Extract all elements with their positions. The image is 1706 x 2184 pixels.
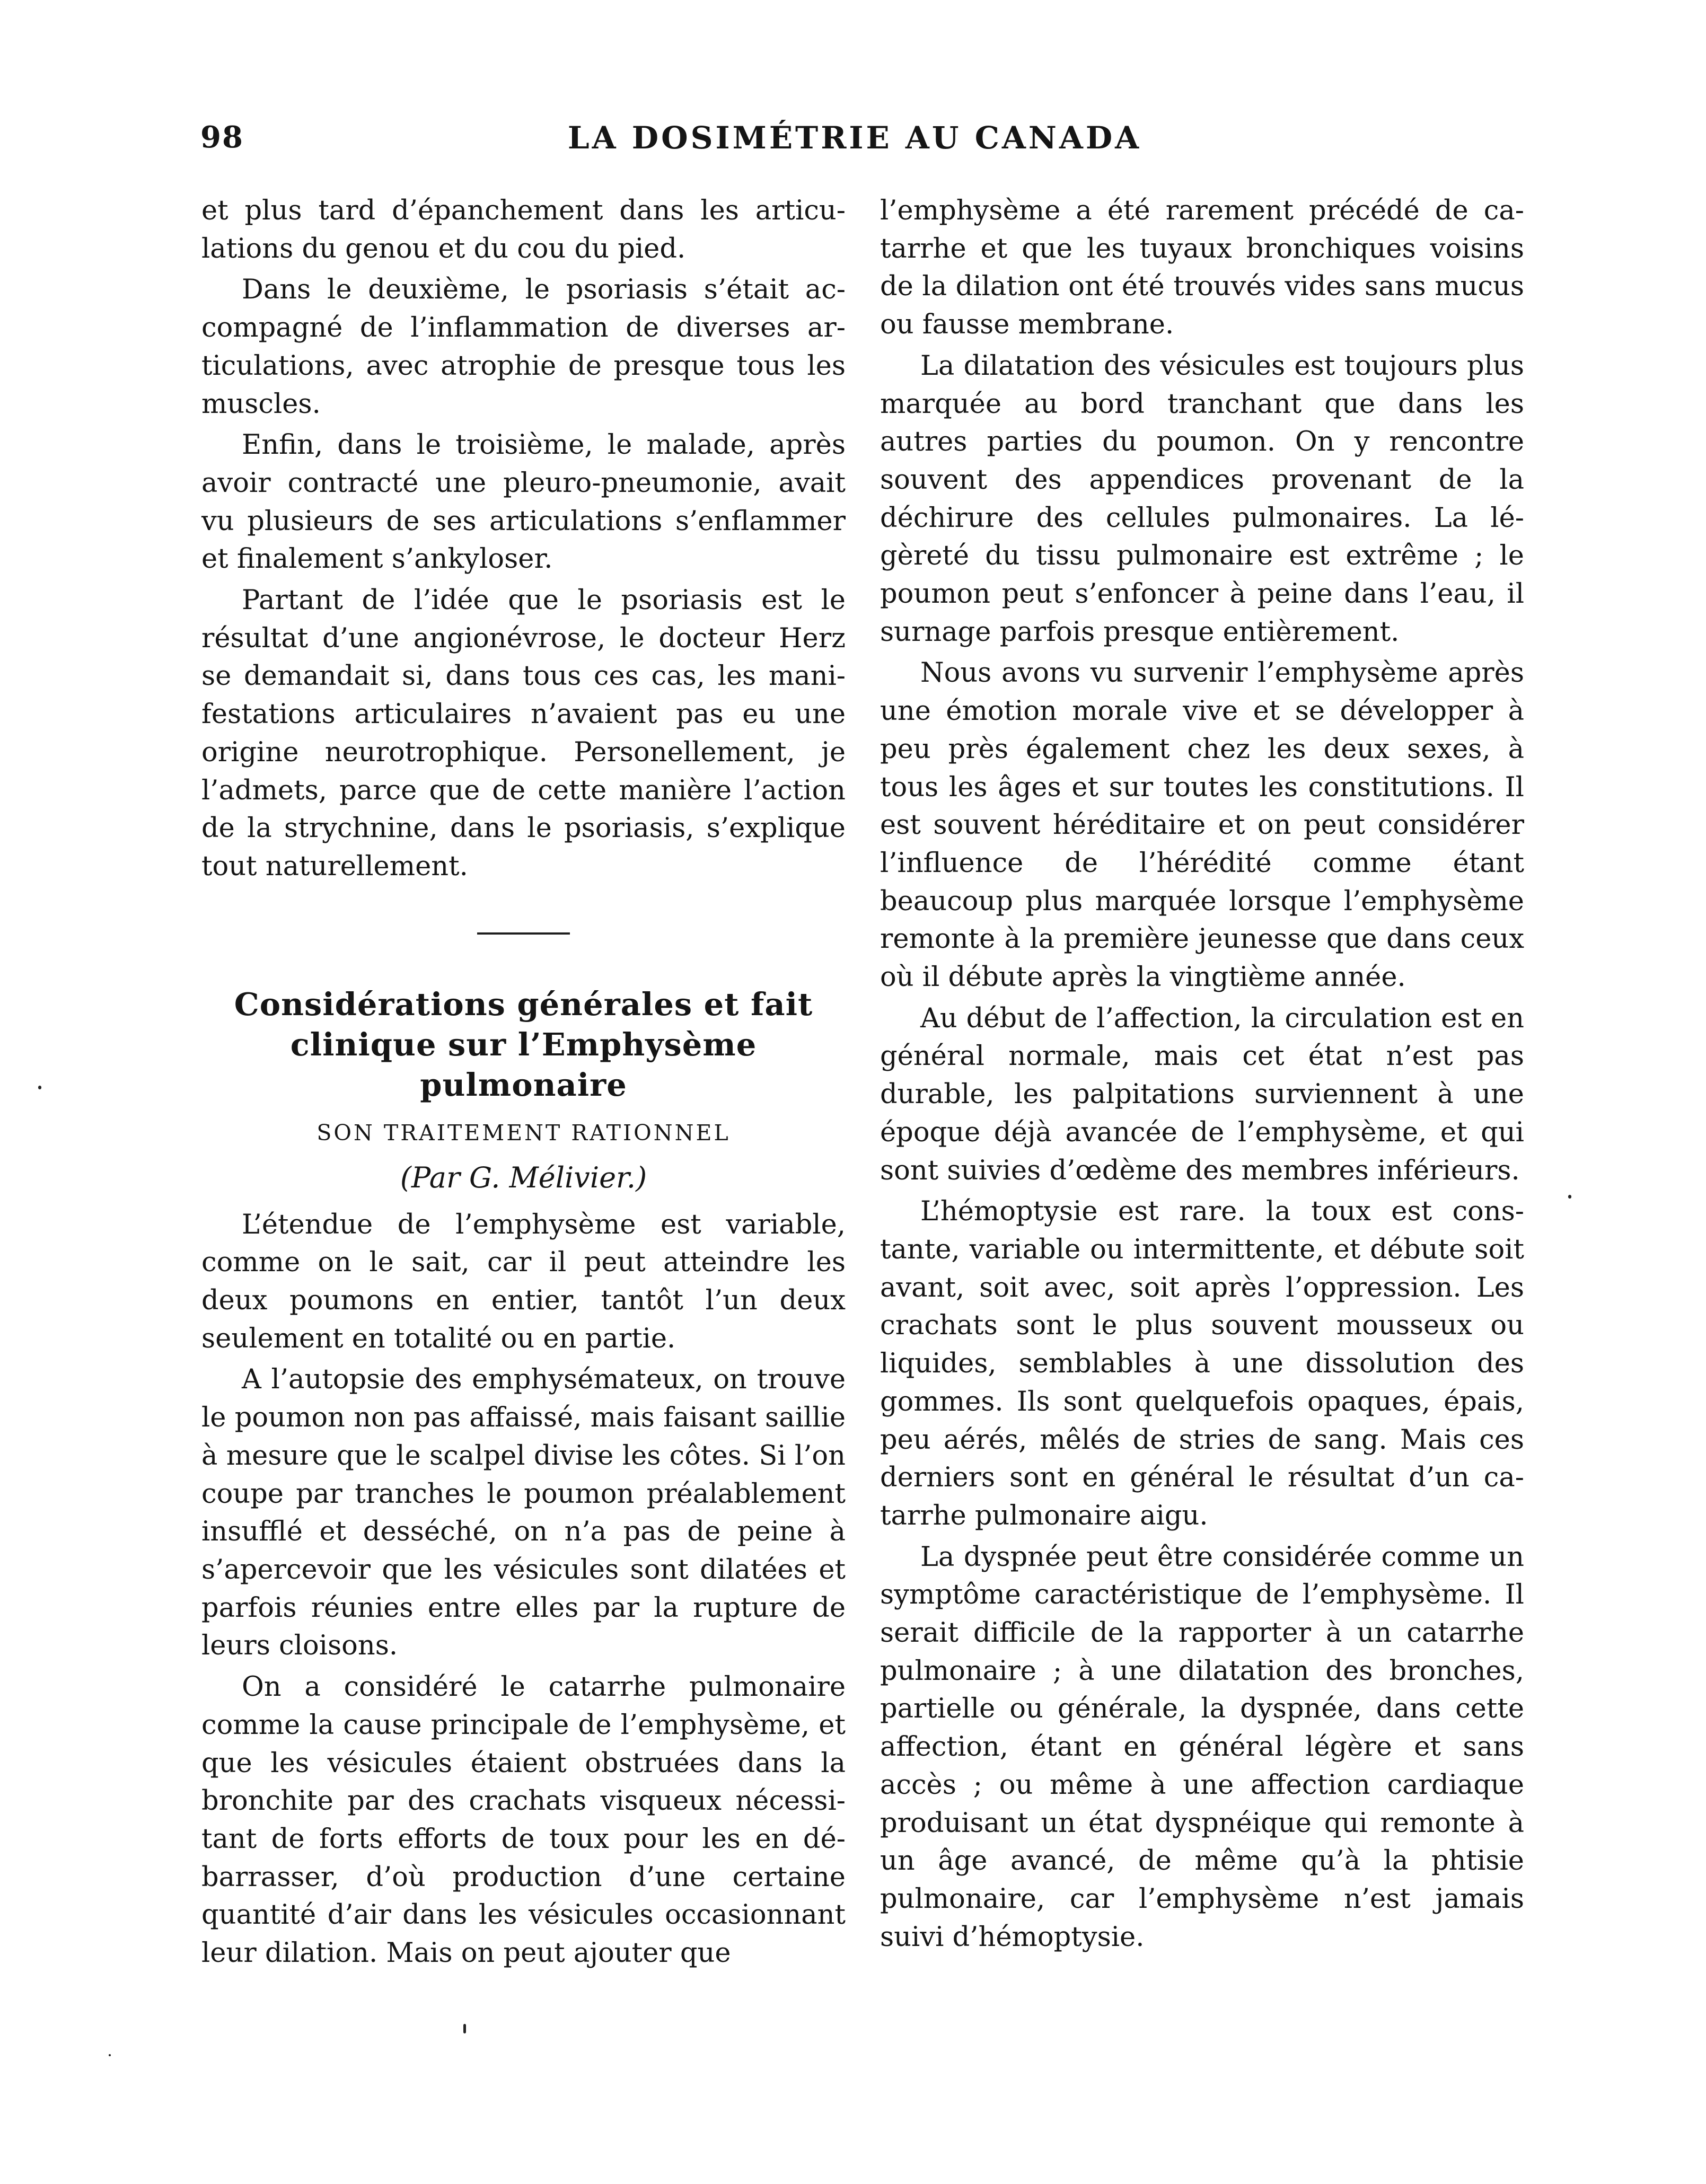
paragraph: Enfin, dans le troisième, le malade, après avoir contracté une pleuro-pneumonie, avait vu plusieurs de ses articulations s’enflammer et finalement s’ankyloser. (201, 429, 846, 575)
paragraph: La dyspnée peut être considérée comme un symptôme caractéristique de l’emphysème. Il serait difficile de la rapporter à un catarrhe pulmonaire ; à une dilatation des bronches, partielle ou générale, la dyspnée, dans cette affection, étant en général légère et sans accès ; ou même à une affection cardiaque produisant un état dyspnéique qui remonte à un âge avancé, de même qu’à la phtisie pulmonaire, car l’emphysème n’est jamais suivi d’hémoptysie. (880, 1541, 1524, 1953)
print-speck (38, 1086, 41, 1089)
print-speck (463, 2024, 466, 2033)
article-subtitle: SON TRAITEMENT RATIONNEL (316, 1120, 731, 1146)
paragraph: On a considéré le catarrhe pulmonaire comme la cause principale de l’emphysème, et que les vésicules étaient obstruées dans la bronchite par des crachats visqueux nécessitant de forts efforts de toux pour les en débarrasser, d’où production d’une certaine quantité d’air dans les vésicules occasionnant leur dilation. Mais on peut ajouter que (201, 1671, 846, 1969)
paragraph: Nous avons vu survenir l’emphysème après une émotion morale vive et se développer à peu près également chez les deux sexes, à tous les âges et sur toutes les constitutions. Il est souvent héréditaire et on peut considérer l’influence de l’hérédité comme étant beaucoup plus marquée lorsque l’emphysème remonte à la première jeunesse que dans ceux où il débute après la vingtième année. (880, 657, 1524, 993)
section-divider (477, 932, 570, 935)
paragraph: La dilatation des vésicules est toujours plus marquée au bord tranchant que dans les autres parties du poumon. On y rencontre souvent des appendices provenant de la déchirure des cellules pulmonaires. La légèreté du tissu pulmonaire est extrême ; le poumon peut s’enfoncer à peine dans l’eau, il surnage parfois presque entièrement. (880, 350, 1524, 648)
paragraph: et plus tard d’épanchement dans les articulations du genou et du cou du pied. (201, 195, 846, 265)
article-byline: (Par G. Mélivier.) (400, 1160, 647, 1194)
paragraph: A l’autopsie des emphysémateux, on trouve le poumon non pas affaissé, mais faisant saillie à mesure que le scalpel divise les côtes. Si l’on coupe par tranches le poumon préalablement insufflé et desséché, on n’a pas de peine à s’apercevoir que les vésicules sont dilatées et parfois réunies entre elles par la rupture de leurs cloisons. (201, 1364, 846, 1662)
article-title: Considérations générales et fait clinique sur l’Emphysème pulmonaire (234, 985, 813, 1103)
paragraph: L’hémoptysie est rare. la toux est constante, variable ou intermittente, et débute soit avant, soit avec, soit après l’oppression. Les crachats sont le plus souvent mousseux ou liquides, semblables à une dissolution des gommes. Ils sont quelquefois opaques, épais, peu aérés, mêlés de stries de sang. Mais ces derniers sont en général le résultat d’un catarrhe pulmonaire aigu. (880, 1196, 1524, 1531)
paragraph: Partant de l’idée que le psoriasis est le résultat d’une angionévrose, le docteur Herz se demandait si, dans tous ces cas, les manifestations articulaires n’avaient pas eu une origine neurotrophique. Personellement, je l’admets, parce que de cette manière l’action de la strychnine, dans le psoriasis, s’explique tout naturellement. (201, 585, 846, 882)
print-speck (1568, 1195, 1571, 1199)
page-number: 98 (200, 120, 244, 155)
left-column (201, 192, 846, 1976)
paragraph: Au début de l’affection, la circulation est en général normale, mais cet état n’est pas durable, les palpitations surviennent à une époque déjà avancée de l’emphysème, et qui sont suivies d’œdème des membres inférieurs. (880, 1002, 1524, 1186)
paragraph: Dans le deuxième, le psoriasis s’était accompagné de l’inflammation de diverses articulations, avec atrophie de presque tous les muscles. (201, 274, 846, 420)
paragraph: l’emphysème a été rarement précédé de catarrhe et que les tuyaux bronchiques voisins de la dilation ont été trouvés vides sans mucus ou fausse membrane. (880, 195, 1524, 341)
paragraph: L’étendue de l’emphysème est variable, comme on le sait, car il peut atteindre les deux poumons en entier, tantôt l’un deux seulement en totalité ou en partie. (201, 1209, 846, 1354)
running-head (200, 120, 1509, 168)
journal-title: LA DOSIMÉTRIE AU CANADA (567, 120, 1142, 156)
print-speck (109, 2054, 111, 2056)
right-column (880, 192, 1524, 1959)
